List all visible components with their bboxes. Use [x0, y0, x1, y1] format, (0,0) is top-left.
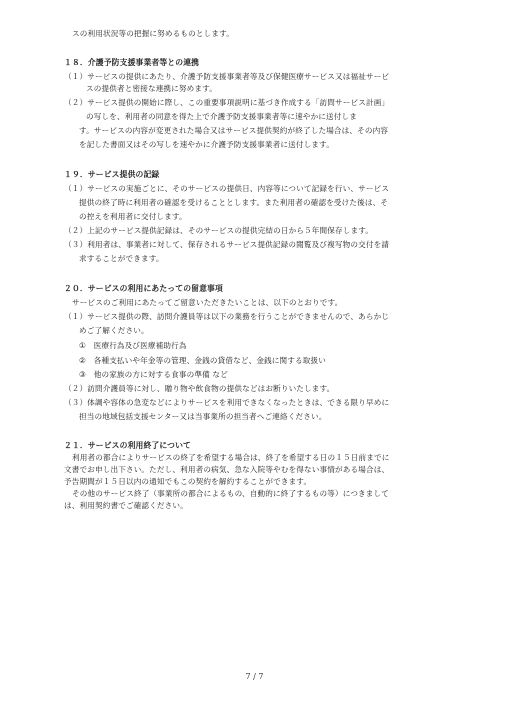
body-text: （３）利用者は、事業者に対して、保存されるサービス提供記録の閲覧及び複写物の交付を請 [64, 240, 390, 249]
body-text: （２）上記のサービス提供記録は、そのサービスの提供完結の日から５年間保存します。 [64, 226, 374, 235]
section-heading-20: ２０．サービスの利用にあたっての留意事項 [64, 284, 223, 293]
list-item: ① 医療行為及び医療補助行為 [79, 341, 187, 350]
body-text: す。サービスの内容が変更された場合又はサービス提供契約が終了した場合は、その内容 [79, 126, 389, 135]
body-text: 予告期間が１５日以内の通知でもこの契約を解約することができます。 [64, 477, 312, 486]
body-text: スの提供者と密接な連携に努めます。 [86, 84, 218, 93]
body-text: 提供の終了時に利用者の確認を受けることとします。また利用者の確認を受けた後は、そ [79, 198, 389, 207]
body-text: （２）サービス提供の開始に際し、この重要事項説明に基づき作成する「訪問サービス計画」 [64, 98, 390, 107]
list-item: ② 各種支払いや年金等の管理、金銭の貸借など、金銭に関する取扱い [79, 356, 327, 365]
section-heading-21: ２１．サービスの利用終了について [64, 441, 191, 450]
body-text: の写しを、利用者の同意を得た上で介護予防支援事業者等に速やかに送付しま [86, 112, 358, 121]
body-text: （３）体調や容体の急変などによりサービスを利用できなくなったときは、できる限り早めに [64, 398, 390, 407]
section-heading-19: １９．サービス提供の記録 [64, 170, 160, 179]
body-text: （２）訪問介護員等に対し、贈り物や飲食物の提供などはお断りいたします。 [64, 384, 335, 393]
page-number: 7 / 7 [245, 672, 264, 681]
body-text: サービスのご利用にあたってご留意いただきたいことは、以下のとおりです。 [72, 298, 343, 307]
list-item: ③ 他の家族の方に対する食事の準備 など [79, 370, 228, 379]
body-text: 利用者の都合によりサービスの終了を希望する場合は、終了を希望する日の１５日前までに [72, 453, 390, 462]
body-text: は、利用契約書でご確認ください。 [64, 501, 188, 510]
body-text: 求することができます。 [79, 254, 164, 263]
body-text: を記した書面又はその写しを速やかに介護予防支援事業者に送付します。 [79, 140, 334, 149]
body-text: （１）サービス提供の際、訪問介護員等は以下の業務を行うことができませんので、あらかじ [64, 312, 390, 321]
section-heading-18: １８．介護予防支援事業者等との連携 [64, 58, 200, 67]
body-text: めご了解ください。 [79, 326, 149, 335]
body-text: の控えを利用者に交付します。 [79, 212, 187, 221]
body-text: （１）サービスの提供にあたり、介護予防支援事業者等及び保健医療サービス又は福祉サービ [64, 72, 390, 81]
body-text: その他のサービス終了（事業所の都合によるもの、自動的に終了するもの等）につきまして [72, 489, 390, 498]
body-text: 担当の地域包括支援センター又は当事業所の担当者へご連絡ください。 [79, 412, 327, 421]
body-text: スの利用状況等の把握に努めるものとします。 [72, 29, 235, 38]
body-text: 文書でお申し出下さい。ただし、利用者の病気、急な入院等やむを得ない事情がある場合は、 [64, 465, 390, 474]
body-text: （１）サービスの実施ごとに、そのサービスの提供日、内容等について記録を行い、サービス [64, 184, 390, 193]
